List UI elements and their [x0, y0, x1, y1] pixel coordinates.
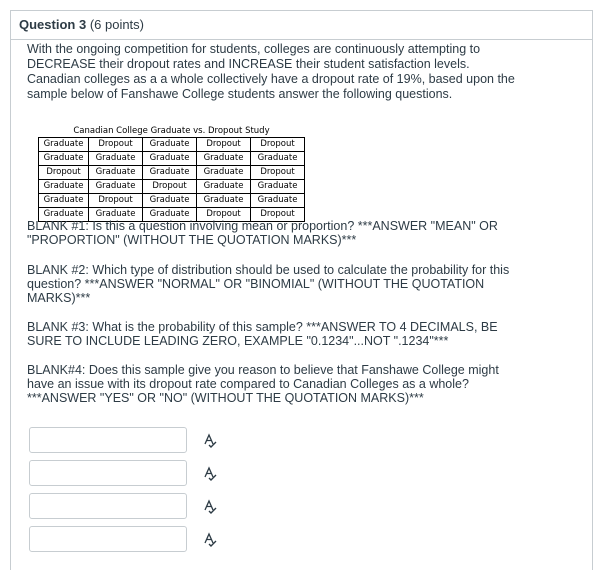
spellcheck-icon[interactable]: [202, 498, 218, 514]
answer-field-4[interactable]: [29, 526, 187, 552]
study-table-cell: Graduate: [251, 194, 305, 208]
study-table: [38, 126, 305, 222]
spellcheck-icon[interactable]: [202, 465, 218, 481]
question-text: With the ongoing competition for students, colleges are continuously attempting to DECREASE their dropout rates and INCREASE their student satisfaction levels. Canadian colleges as a a whole collectively have a dropout rate of 19%, based upon the sample below of Fanshawe College students answer the following questions.: [27, 42, 515, 101]
study-table-cell: Dropout: [251, 138, 305, 152]
blank-4-text: BLANK#4: Does this sample give you reason to believe that Fanshawe College might have an issue with its dropout rate compared to Canadian Colleges as a whole? ***ANSWER "YES" OR "NO" (WITHOUT THE QUOTATION MARKS)***: [27, 363, 499, 405]
answer-input-1[interactable]: [30, 428, 186, 452]
question-points: (6 points): [89, 17, 145, 32]
study-table-cell: Graduate: [197, 180, 251, 194]
study-table-cell: Graduate: [197, 194, 251, 208]
study-table-cell: Graduate: [143, 166, 197, 180]
study-table-row: [39, 138, 305, 152]
study-table-cell: Dropout: [251, 166, 305, 180]
study-table-body: [39, 138, 305, 222]
answer-field-1[interactable]: [29, 427, 187, 453]
blank-1-text: BLANK #1: Is this a question involving mean or proportion? ***ANSWER "MEAN" OR "PROPORTION" (WITHOUT THE QUOTATION MARKS)***: [27, 219, 498, 247]
study-table-cell: Graduate: [251, 180, 305, 194]
study-table-cell: Dropout: [89, 194, 143, 208]
study-table-cell: Graduate: [143, 208, 197, 222]
study-table-row: [39, 180, 305, 194]
study-table-cell: Dropout: [197, 208, 251, 222]
study-table-cell: Graduate: [89, 208, 143, 222]
study-table-cell: Graduate: [197, 166, 251, 180]
study-table-cell: Graduate: [39, 208, 89, 222]
study-table-cell: Graduate: [39, 152, 89, 166]
answer-input-4[interactable]: [30, 527, 186, 551]
study-table-row: [39, 194, 305, 208]
question-card: [10, 10, 593, 570]
spellcheck-icon[interactable]: [202, 531, 218, 547]
study-table-cell: Graduate: [89, 180, 143, 194]
study-table-row: [39, 166, 305, 180]
study-table-cell: Graduate: [89, 166, 143, 180]
study-table-row: [39, 152, 305, 166]
answer-input-2[interactable]: [30, 461, 186, 485]
answer-field-3[interactable]: [29, 493, 187, 519]
study-table-cell: Dropout: [39, 166, 89, 180]
question-number: Question 3: [19, 17, 87, 32]
question-title: [19, 17, 144, 32]
question-header: [11, 11, 592, 40]
spellcheck-icon[interactable]: [202, 432, 218, 448]
study-table-cell: Graduate: [39, 194, 89, 208]
blank-3-text: BLANK #3: What is the probability of this sample? ***ANSWER TO 4 DECIMALS, BE SURE TO INCLUDE LEADING ZERO, EXAMPLE "0.1234"...NOT ".1234"***: [27, 320, 498, 348]
study-table-cell: Graduate: [143, 138, 197, 152]
study-table-cell: Graduate: [39, 138, 89, 152]
study-table-cell: Dropout: [197, 138, 251, 152]
study-table-cell: Graduate: [143, 194, 197, 208]
study-table-caption: Canadian College Graduate vs. Dropout Study: [73, 126, 270, 136]
study-table-cell: Dropout: [251, 208, 305, 222]
study-table-cell: Dropout: [143, 180, 197, 194]
study-table-cell: Dropout: [89, 138, 143, 152]
study-table-cell: Graduate: [89, 152, 143, 166]
study-table-cell: Graduate: [39, 180, 89, 194]
study-table-cell: Graduate: [197, 152, 251, 166]
blank-2-text: BLANK #2: Which type of distribution should be used to calculate the probability for this question? ***ANSWER "NORMAL" OR "BINOMIAL" (WITHOUT THE QUOTATION MARKS)***: [27, 263, 510, 305]
study-table-cell: Graduate: [251, 152, 305, 166]
answer-field-2[interactable]: [29, 460, 187, 486]
answer-input-3[interactable]: [30, 494, 186, 518]
study-table-cell: Graduate: [143, 152, 197, 166]
